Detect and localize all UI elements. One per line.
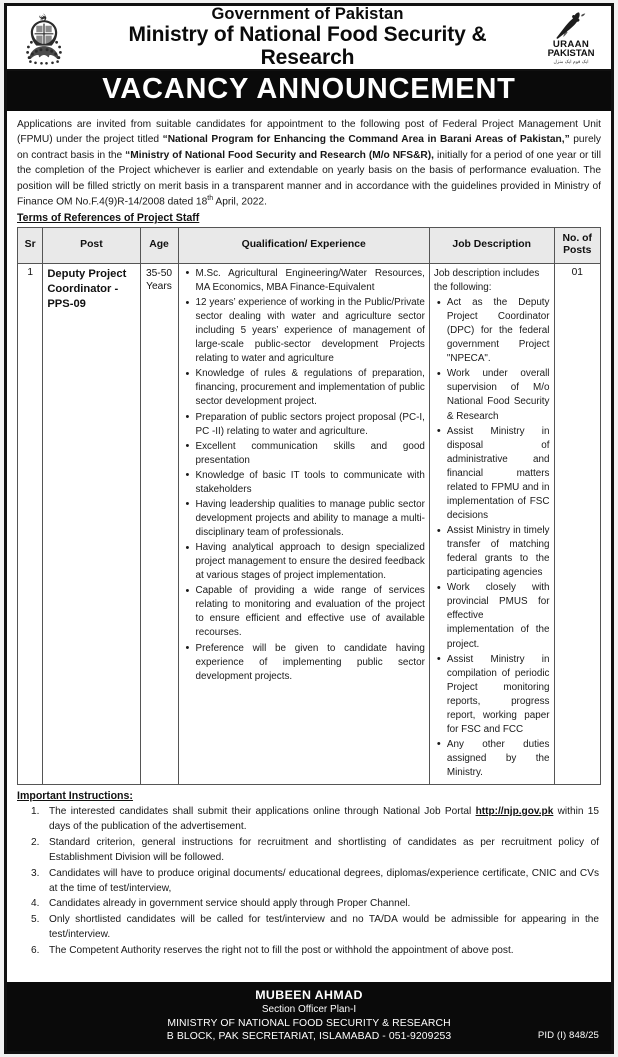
job-description-item: • Assist Ministry in timely transfer of matching federal grants to the participating agencies (447, 524, 550, 580)
qualification-item: • Having leadership qualities to manage public sector development projects and ability to manage a multi-disciplinary team of professionals. (196, 498, 425, 540)
column-header-no-of-posts: No. of Posts (554, 227, 601, 263)
column-header-qualification: Qualification/ Experience (178, 227, 429, 263)
job-description-item: • Work closely with provincial PMUS for effective implementation of the project. (447, 581, 550, 651)
job-description-item: • Act as the Deputy Project Coordinator (DPC) for the federal government Project "NPECA". (447, 296, 550, 366)
instruction-text-before: The Competent Authority reserves the right not to fill the post or withhold the appointment of above post. (49, 944, 514, 956)
date-ordinal-suffix: th (207, 195, 214, 203)
document-header (7, 6, 611, 71)
intro-text-e: initially for a period of one year or till the completion of the Project whichever is earlier and extendable on yearly basis on the basis of performance evaluation. The position will be filled strictly on merit basis in a transparent manner and in accordance with the guidelines provided in Ministry of Finance OM No.F.4(9)R-14/2008 dated 18 (17, 149, 601, 208)
qualification-list (183, 267, 425, 684)
instruction-text-after: within 15 days of the publication of the advertisement. (49, 806, 599, 833)
footer-address: B BLOCK, PAK SECRETARIAT, ISLAMABAD - 051-9209253 (166, 1031, 452, 1043)
uraan-label-line2: PAKISTAN (547, 48, 595, 60)
signatory-name: MUBEEN AHMAD (255, 987, 363, 1002)
intro-text-f: April, 2022. (213, 196, 267, 208)
ministry-title: Ministry of National Food Security & Research (128, 23, 487, 69)
ministry-name-inline: “Ministry of National Food Security and Research (M/o NFS&R), (125, 149, 435, 161)
cell-no-of-posts: 01 (554, 263, 601, 784)
table-row (18, 263, 601, 784)
column-header-sr: Sr (18, 227, 43, 263)
instruction-text-before: Only shortlisted candidates will be called for test/interview and no TA/DA would be admissible for appearing in the test/interview. (49, 914, 599, 941)
uraan-pakistan-bird-icon (554, 11, 588, 39)
cell-age: 35-50 Years (140, 263, 178, 784)
instruction-text-before: The interested candidates shall submit their applications online through National Job Portal (49, 806, 476, 818)
national-job-portal-link[interactable]: http://njp.gov.pk (475, 806, 554, 818)
instruction-item (17, 835, 599, 865)
advertisement-frame (4, 3, 614, 1054)
job-description-item: • Any other duties assigned by the Ministry. (447, 738, 550, 780)
document-footer (7, 982, 611, 1051)
header-title-block (81, 6, 534, 69)
column-header-job-description: Job Description (429, 227, 554, 263)
job-description-item: • Assist Ministry in disposal of administrative and financial matters related to FPMU and in implementation of FSC decisions (447, 425, 550, 523)
qualification-item: • 12 years’ experience of working in the Public/Private sector dealing with water and agriculture sector including 5 years’ experience of management of large-scale public-sector development Projects relating to water and agriculture (196, 296, 425, 366)
instruction-item (17, 896, 599, 911)
important-instructions-heading: Important Instructions: (17, 790, 133, 803)
project-title: “National Program for Enhancing the Command Area in Barani Areas of Pakistan,” (162, 134, 570, 146)
important-instructions-list (17, 804, 601, 958)
qualification-item: • Preparation of public sectors project proposal (PC-I, PC -II) relating to water and agriculture. (196, 411, 425, 439)
terms-of-reference-heading: Terms of References of Project Staff (17, 211, 200, 224)
qualification-item: • Capable of providing a wide range of services relating to monitoring and evaluation of the project to ensure efficient and effective use of available recourses. (196, 584, 425, 640)
instruction-item (17, 912, 599, 942)
uraan-pakistan-logo (534, 11, 611, 65)
qualification-item: • Knowledge of basic IT tools to communicate with stakeholders (196, 469, 425, 497)
pid-number: PID (I) 848/25 (537, 1030, 599, 1042)
instruction-item (17, 866, 599, 896)
job-description-item: • Work under overall supervision of M/o National Food Security & Research (447, 367, 550, 423)
signatory-designation: Section Officer Plan-I (261, 1004, 357, 1016)
job-description-list (434, 296, 550, 780)
instruction-text-before: Candidates already in government service should apply through Proper Channel. (49, 898, 411, 910)
pakistan-state-emblem-icon (7, 11, 81, 65)
intro-text-a: Applications are invited from suitable candidates for appointment to the following post of Federal Project Management Unit (FPMU) under the project titled (17, 118, 601, 146)
qualification-item: • Excellent communication skills and good presentation (196, 440, 425, 468)
intro-text-c: purely on contract basis in the (17, 134, 601, 161)
cell-qualification (178, 263, 429, 784)
vacancy-announcement-banner: VACANCY ANNOUNCEMENT (7, 71, 611, 111)
column-header-post: Post (43, 227, 140, 263)
instruction-item (17, 804, 599, 834)
instruction-text-before: Standard criterion, general instructions for recruitment and shortlisting of candidates as per recruitment policy of Establishment Division will be followed. (49, 836, 599, 864)
intro-paragraph (17, 117, 601, 210)
uraan-label-line1: URAAN (552, 38, 590, 50)
column-header-age: Age (140, 227, 178, 263)
vacancy-table (17, 227, 601, 785)
table-header-row (18, 227, 601, 263)
qualification-item: • Having analytical approach to design specialized project management to ensure the desired feedback at various stages of project implementation. (196, 541, 425, 583)
footer-ministry: MINISTRY OF NATIONAL FOOD SECURITY & RESEARCH (167, 1017, 451, 1029)
qualification-item: • Knowledge of rules & regulations of preparation, financing, procurement and implementation of public sector development project. (196, 367, 425, 409)
job-description-lead: Job description includes the following: (433, 267, 540, 293)
job-description-item: • Assist Ministry in compilation of periodic Project monitoring reports, progress report, working paper for FSC and FCC (447, 653, 550, 737)
cell-post: Deputy Project Coordinator - PPS-09 (43, 263, 140, 784)
qualification-item: • Preference will be given to candidate having experience of implementing public sector development projects. (196, 642, 425, 684)
instruction-item (17, 943, 599, 958)
instruction-text-before: Candidates will have to produce original documents/ educational degrees, diplomas/experience certificate, CNIC and CVs at the time of test/interview, (49, 867, 599, 894)
qualification-item: • M.Sc. Agricultural Engineering/Water Resources, MA Economics, MBA Finance-Equivalent (196, 267, 425, 295)
cell-job-description (429, 263, 554, 784)
uraan-label-urdu: ایک قوم ایک منزل (553, 58, 589, 64)
cell-sr: 1 (18, 263, 43, 784)
government-title: Government of Pakistan (211, 5, 404, 23)
footer-address-row (7, 1030, 611, 1044)
